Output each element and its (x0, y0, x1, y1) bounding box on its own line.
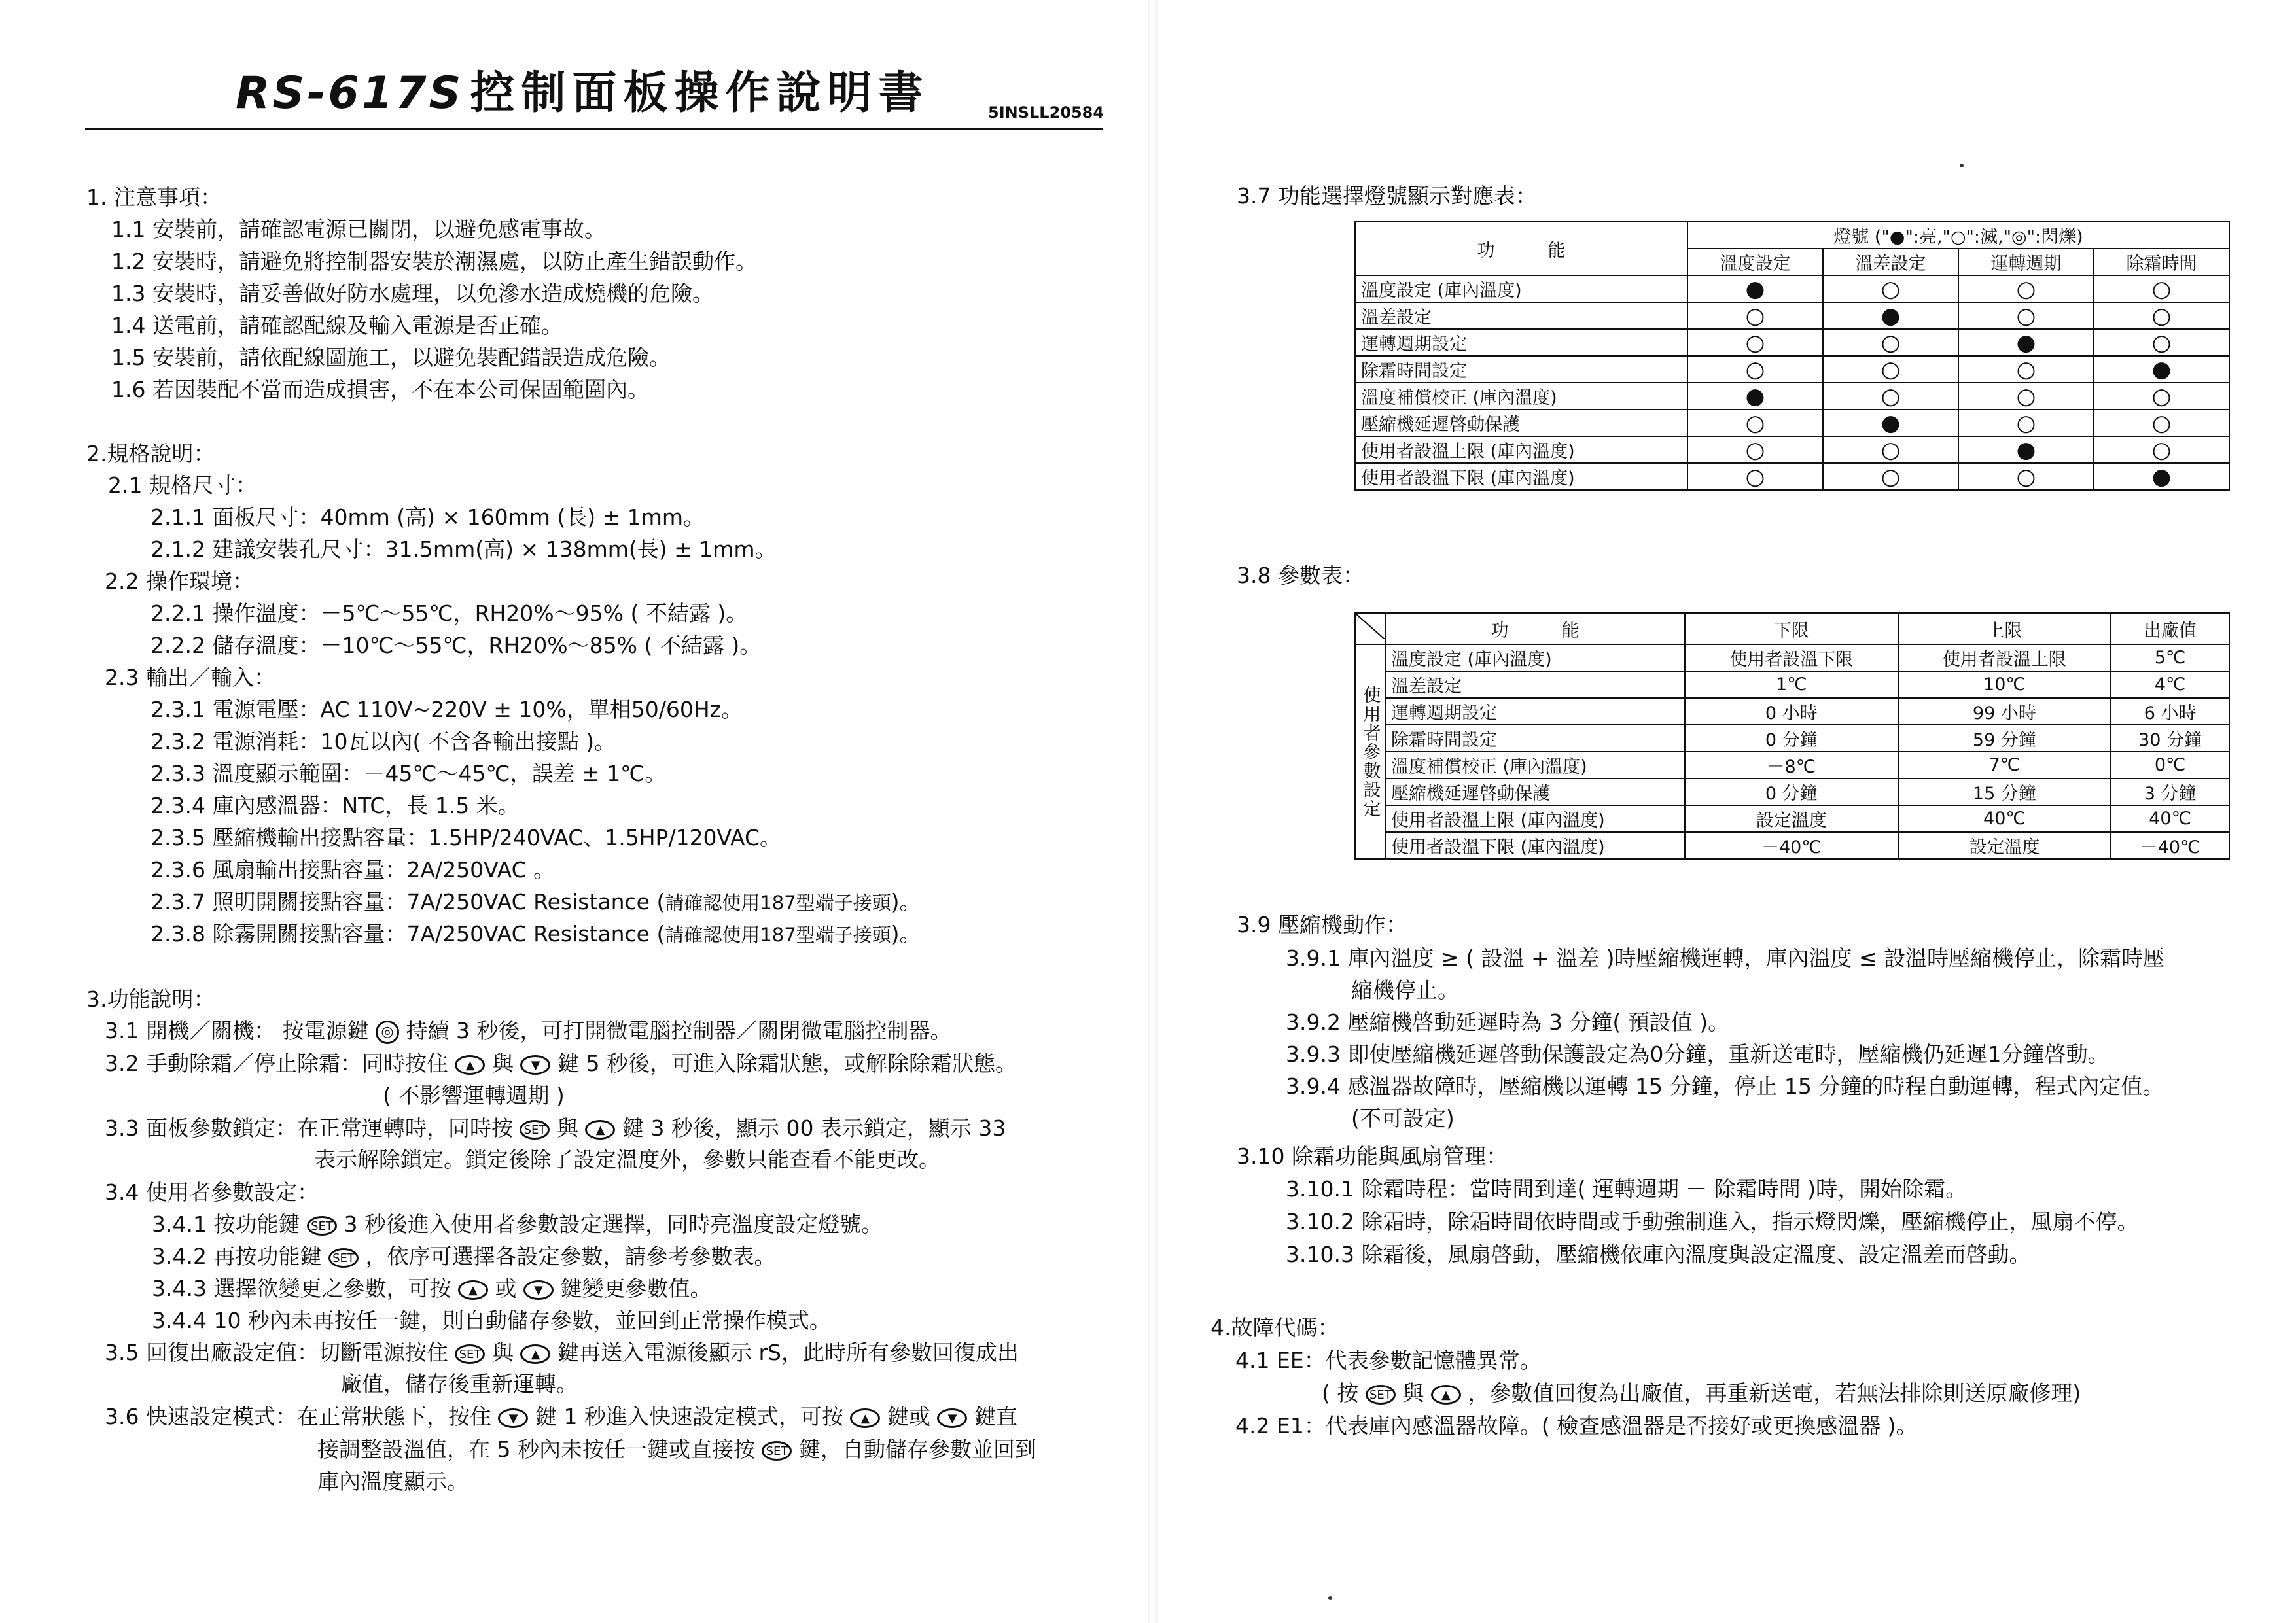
lamp-off-icon: ○ (1687, 463, 1823, 490)
lamp-off-icon: ○ (2094, 275, 2229, 302)
lamp-off-icon: ○ (1687, 329, 1823, 356)
param-row-label: 溫度補償校正 (庫內溫度) (1385, 752, 1685, 778)
lamp-off-icon: ○ (1687, 356, 1823, 383)
lamp-row-label: 使用者設溫上限 (庫內溫度) (1355, 436, 1687, 463)
param-cell: 99 小時 (1898, 698, 2111, 725)
section-3-7-heading: 3.7 功能選擇燈號顯示對應表： (1237, 183, 1537, 209)
title-underline (85, 128, 1103, 130)
func-3-3-cont: 表示解除鎖定。鎖定後除了設定溫度外，參數只能查看不能更改。 (314, 1147, 940, 1172)
lamp-off-icon: ○ (2094, 410, 2229, 436)
func-3-2: 3.2 手動除霜／停止除霜：同時按住 ▲ 與 ▼ 鍵 5 秒後，可進入除霜狀態，或解除除霜狀態。 (105, 1051, 1017, 1076)
parameter-table (1354, 612, 2230, 860)
defrost-3-10-1: 3.10.1 除霜時程：當時間到達( 運轉週期 － 除霜時間 )時，開始除霜。 (1286, 1176, 1968, 1202)
param-cell: 40℃ (2111, 805, 2229, 832)
func-3-4-2: 3.4.2 再按功能鍵 SET ，依序可選擇各設定參數，請參考參數表。 (152, 1244, 776, 1269)
func-3-6-cont: 接調整設溫值，在 5 秒內未按任一鍵或直接按 SET 鍵，自動儲存參數並回到 (317, 1437, 1036, 1462)
func-3-2-note: ( 不影響運轉週期 ) (383, 1083, 565, 1108)
param-cell: 6 小時 (2111, 698, 2229, 725)
fault-4-2: 4.2 E1：代表庫內感溫器故障。( 檢查感溫器是否接好或更換感溫器 )。 (1235, 1413, 1918, 1439)
lamp-col-header: 運轉週期 (1958, 249, 2094, 275)
param-row-label: 溫度設定 (庫內溫度) (1385, 644, 1685, 671)
spec-2-3-4: 2.3.4 庫內感溫器：NTC，長 1.5 米。 (150, 793, 520, 818)
lamp-off-icon: ○ (1823, 275, 1958, 302)
comp-3-9-1-cont: 縮機停止。 (1351, 977, 1459, 1003)
param-cell: －40℃ (1685, 832, 1898, 859)
param-table-row (1355, 725, 2229, 752)
section-3-9-heading: 3.9 壓縮機動作： (1237, 912, 1407, 937)
diagonal-line (1356, 614, 1385, 639)
spec-2-3-heading: 2.3 輸出／輸入： (105, 665, 275, 690)
param-cell: 使用者設溫上限 (1898, 644, 2111, 671)
param-cell: 40℃ (1898, 805, 2111, 832)
spec-2-2-1: 2.2.1 操作溫度：－5℃～55℃，RH20%～95% ( 不結露 )。 (150, 601, 748, 626)
func-3-5: 3.5 回復出廠設定值：切斷電源按住 SET 與 ▲ 鍵再送入電源後顯示 rS，此時所有參數回復成出 (105, 1340, 1019, 1365)
up-arrow-key-icon: ▲ (585, 1120, 615, 1140)
comp-3-9-4-cont: (不可設定) (1351, 1106, 1455, 1131)
lamp-row-label: 溫度補償校正 (庫內溫度) (1355, 383, 1687, 410)
spec-2-3-1: 2.3.1 電源電壓：AC 110V~220V ± 10%，單相50/60Hz。 (150, 697, 743, 722)
lamp-on-icon: ● (2094, 356, 2229, 383)
power-key-icon: ◎ (376, 1021, 399, 1044)
func-3-6-cont2: 庫內溫度顯示。 (317, 1469, 468, 1494)
lamp-off-icon: ○ (1958, 356, 2094, 383)
param-cell: 設定溫度 (1898, 832, 2111, 859)
param-row-label: 使用者設溫下限 (庫內溫度) (1385, 832, 1685, 859)
lamp-on-icon: ● (1823, 410, 1958, 436)
section-2-heading: 2.規格說明： (86, 441, 215, 466)
spec-2-2-2: 2.2.2 儲存溫度：－10℃～55℃，RH20%～85% ( 不結露 )。 (150, 633, 762, 658)
spec-2-3-6: 2.3.6 風扇輸出接點容量：2A/250VAC 。 (150, 857, 556, 882)
lamp-row-label: 溫度設定 (庫內溫度) (1355, 275, 1687, 302)
section-3-10-heading: 3.10 除霜功能與風扇管理： (1237, 1143, 1508, 1169)
param-table-row (1355, 698, 2229, 725)
spec-2-3-7-note: 請確認使用187型端子接頭 (665, 892, 891, 914)
lamp-off-icon: ○ (1687, 410, 1823, 436)
func-3-3: 3.3 面板參數鎖定：在正常運轉時，同時按 SET 與 ▲ 鍵 3 秒後，顯示 00 表示鎖定，顯示 33 (105, 1115, 1006, 1141)
param-side-label: 使用者參數設定 (1355, 644, 1385, 859)
lamp-off-icon: ○ (2094, 329, 2229, 356)
lamp-off-icon: ○ (1823, 436, 1958, 463)
down-arrow-key-icon: ▼ (520, 1055, 550, 1075)
lamp-off-icon: ○ (1687, 436, 1823, 463)
defrost-3-10-3: 3.10.3 除霜後，風扇啓動，壓縮機依庫內溫度與設定溫度、設定溫差而啓動。 (1286, 1242, 2031, 1267)
param-cell: 4℃ (2111, 671, 2229, 698)
lamp-off-icon: ○ (1958, 302, 2094, 329)
lamp-off-icon: ○ (1823, 463, 1958, 490)
defrost-3-10-2: 3.10.2 除霜時，除霜時間依時間或手動強制進入，指示燈閃爍，壓縮機停止，風扇不停。 (1286, 1209, 2139, 1234)
lamp-off-icon: ○ (2094, 383, 2229, 410)
note-1-2: 1.2 安裝時，請避免將控制器安裝於潮濕處，以防止產生錯誤動作。 (111, 249, 757, 274)
comp-3-9-4: 3.9.4 感溫器故障時，壓縮機以運轉 15 分鐘，停止 15 分鐘的時程自動運轉，程式內定值。 (1286, 1073, 2164, 1099)
param-row-label: 運轉週期設定 (1385, 698, 1685, 725)
lamp-on-icon: ● (1958, 329, 2094, 356)
lamp-on-icon: ● (1958, 436, 2094, 463)
func-3-4-3: 3.4.3 選擇欲變更之參數，可按 ▲ 或 ▼ 鍵變更參數值。 (152, 1276, 712, 1301)
param-col-header: 出廠值 (2111, 613, 2229, 644)
lamp-off-icon: ○ (1823, 383, 1958, 410)
param-cell: 5℃ (2111, 644, 2229, 671)
lamp-table-row (1355, 356, 2229, 383)
param-col-header: 下限 (1685, 613, 1898, 644)
section-4-heading: 4.故障代碼： (1210, 1315, 1339, 1340)
param-row-label: 除霜時間設定 (1385, 725, 1685, 752)
lamp-indicator-table (1354, 221, 2230, 491)
lamp-table-row (1355, 410, 2229, 436)
param-table-row (1355, 805, 2229, 832)
param-table-row (1355, 832, 2229, 859)
down-arrow-key-icon: ▼ (523, 1280, 554, 1300)
func-3-6: 3.6 快速設定模式：在正常狀態下，按住 ▼ 鍵 1 秒進入快速設定模式，可按 ▲ 鍵或 ▼ 鍵直 (105, 1404, 1017, 1429)
note-1-1: 1.1 安裝前，請確認電源已關閉，以避免感電事故。 (111, 217, 606, 242)
lamp-table-func-header: 功 能 (1355, 222, 1687, 275)
section-3-8-heading: 3.8 參數表： (1237, 563, 1364, 588)
spec-2-1-2: 2.1.2 建議安裝孔尺寸：31.5mm(高) × 138mm(長) ± 1mm。 (150, 536, 777, 562)
lamp-off-icon: ○ (1823, 329, 1958, 356)
lamp-off-icon: ○ (2094, 302, 2229, 329)
set-function-key-icon: SET (1366, 1385, 1396, 1405)
lamp-col-header: 溫度設定 (1687, 249, 1823, 275)
lamp-table-row (1355, 463, 2229, 490)
spec-2-3-2: 2.3.2 電源消耗：10瓦以內( 不含各輸出接點 )。 (150, 729, 616, 754)
scan-speck (1328, 1596, 1332, 1600)
param-cell: 3 分鐘 (2111, 778, 2229, 805)
up-arrow-key-icon: ▲ (458, 1280, 488, 1300)
fault-4-1: 4.1 EE：代表參數記憶體異常。 (1235, 1348, 1542, 1373)
lamp-off-icon: ○ (1958, 463, 2094, 490)
spec-2-3-8-note: 請確認使用187型端子接頭 (665, 924, 891, 946)
param-cell: 0 小時 (1685, 698, 1898, 725)
spec-2-1-heading: 2.1 規格尺寸： (108, 472, 257, 498)
title-text: 控制面板操作說明書 (470, 67, 930, 119)
param-table-row (1355, 671, 2229, 698)
param-cell: －8℃ (1685, 752, 1898, 778)
set-function-key-icon: SET (307, 1216, 337, 1236)
set-function-key-icon: SET (328, 1248, 359, 1268)
spec-2-3-8: 2.3.8 除霧開關接點容量：7A/250VAC Resistance (請確認使用187型端子接頭)。 (150, 921, 921, 947)
spec-2-1-1: 2.1.1 面板尺寸：40mm (高) × 160mm (長) ± 1mm。 (150, 504, 705, 530)
param-table-corner (1355, 613, 1385, 644)
spec-2-3-7: 2.3.7 照明開關接點容量：7A/250VAC Resistance (請確認使用187型端子接頭)。 (150, 889, 921, 915)
comp-3-9-3: 3.9.3 即使壓縮機延遲啓動保護設定為0分鐘，重新送電時，壓縮機仍延遲1分鐘啓動。 (1286, 1041, 2110, 1067)
param-row-label: 使用者設溫上限 (庫內溫度) (1385, 805, 1685, 832)
comp-3-9-2: 3.9.2 壓縮機啓動延遲時為 3 分鐘( 預設值 )。 (1286, 1009, 1730, 1035)
lamp-off-icon: ○ (1823, 356, 1958, 383)
scan-speck (1960, 164, 1964, 167)
down-arrow-key-icon: ▼ (498, 1408, 528, 1428)
lamp-table-row (1355, 383, 2229, 410)
param-table-row (1355, 778, 2229, 805)
lamp-on-icon: ● (1823, 302, 1958, 329)
down-arrow-key-icon: ▼ (937, 1408, 967, 1428)
param-col-header: 上限 (1898, 613, 2111, 644)
func-3-4-4: 3.4.4 10 秒內未再按任一鍵，則自動儲存參數，並回到正常操作模式。 (152, 1308, 831, 1333)
set-function-key-icon: SET (520, 1120, 550, 1140)
note-1-6: 1.6 若因裝配不當而造成損害，不在本公司保固範圍內。 (111, 377, 649, 402)
spec-2-2-heading: 2.2 操作環境： (105, 568, 254, 594)
param-row-label: 壓縮機延遲啓動保護 (1385, 778, 1685, 805)
set-function-key-icon: SET (762, 1441, 792, 1461)
lamp-table-row (1355, 436, 2229, 463)
param-cell: 使用者設溫下限 (1685, 644, 1898, 671)
lamp-table-body (1355, 275, 2229, 490)
lamp-on-icon: ● (2094, 463, 2229, 490)
lamp-table-row (1355, 329, 2229, 356)
func-3-5-cont: 廠值，儲存後重新運轉。 (340, 1371, 578, 1397)
param-cell: 15 分鐘 (1898, 778, 2111, 805)
lamp-col-header: 溫差設定 (1823, 249, 1958, 275)
lamp-off-icon: ○ (1958, 383, 2094, 410)
spec-2-3-5: 2.3.5 壓縮機輸出接點容量：1.5HP/240VAC、1.5HP/120VAC。 (150, 825, 782, 850)
note-1-3: 1.3 安裝時，請妥善做好防水處理，以免滲水造成燒機的危險。 (111, 281, 714, 306)
param-cell: 設定溫度 (1685, 805, 1898, 832)
param-cell: 30 分鐘 (2111, 725, 2229, 752)
param-cell: 0 分鐘 (1685, 778, 1898, 805)
right-page (1158, 0, 2296, 1623)
page-fold (1148, 0, 1158, 1623)
param-cell: 7℃ (1898, 752, 2111, 778)
param-row-label: 溫差設定 (1385, 671, 1685, 698)
lamp-row-label: 溫差設定 (1355, 302, 1687, 329)
note-1-5: 1.5 安裝前，請依配線圖施工，以避免裝配錯誤造成危險。 (111, 345, 671, 370)
param-table-row (1355, 644, 2229, 671)
param-table-body (1355, 644, 2229, 859)
param-cell: 1℃ (1685, 671, 1898, 698)
up-arrow-key-icon: ▲ (850, 1408, 880, 1428)
set-function-key-icon: SET (455, 1344, 485, 1364)
param-cell: 0℃ (2111, 752, 2229, 778)
lamp-row-label: 除霜時間設定 (1355, 356, 1687, 383)
func-3-4-1: 3.4.1 按功能鍵 SET 3 秒後進入使用者參數設定選擇，同時亮溫度設定燈號。 (152, 1212, 883, 1237)
section-3-heading: 3.功能說明： (86, 986, 215, 1012)
lamp-on-icon: ● (1687, 275, 1823, 302)
fault-4-1-note: ( 按 SET 與 ▲ ，參數值回復為出廠值，再重新送電，若無法排除則送原廠修理) (1322, 1380, 2081, 1406)
document-number: 5INSLL20584 (988, 103, 1104, 122)
func-3-1: 3.1 開機／關機： 按電源鍵 ◎ 持續 3 秒後，可打開微電腦控制器／關閉微電腦控制器。 (105, 1018, 952, 1043)
lamp-row-label: 運轉週期設定 (1355, 329, 1687, 356)
up-arrow-key-icon: ▲ (520, 1344, 550, 1364)
lamp-table-row (1355, 275, 2229, 302)
lamp-off-icon: ○ (1958, 410, 2094, 436)
lamp-on-icon: ● (1687, 383, 1823, 410)
lamp-table-lamp-header: 燈號 ("●":亮,"○":滅,"◎":閃爍) (1687, 222, 2229, 249)
lamp-off-icon: ○ (1687, 302, 1823, 329)
lamp-off-icon: ○ (2094, 436, 2229, 463)
document-title (236, 58, 930, 121)
spec-2-3-3: 2.3.3 溫度顯示範圍：－45℃～45℃，誤差 ± 1℃。 (150, 761, 667, 786)
func-3-4-heading: 3.4 使用者參數設定： (105, 1179, 319, 1205)
lamp-off-icon: ○ (1958, 275, 2094, 302)
lamp-row-label: 使用者設溫下限 (庫內溫度) (1355, 463, 1687, 490)
section-1-heading: 1. 注意事項： (86, 184, 222, 210)
lamp-col-header: 除霜時間 (2094, 249, 2229, 275)
note-1-4: 1.4 送電前，請確認配線及輸入電源是否正確。 (111, 313, 563, 338)
model-name: RS-617S (236, 67, 464, 119)
up-arrow-key-icon: ▲ (455, 1055, 485, 1075)
param-cell: －40℃ (2111, 832, 2229, 859)
param-cell: 10℃ (1898, 671, 2111, 698)
lamp-table-row (1355, 302, 2229, 329)
param-cell: 59 分鐘 (1898, 725, 2111, 752)
param-table-row (1355, 752, 2229, 778)
lamp-row-label: 壓縮機延遲啓動保護 (1355, 410, 1687, 436)
param-cell: 0 分鐘 (1685, 725, 1898, 752)
param-table-func-header: 功 能 (1385, 613, 1685, 644)
comp-3-9-1: 3.9.1 庫內溫度 ≥ ( 設溫 + 溫差 )時壓縮機運轉，庫內溫度 ≤ 設溫時壓縮機停止，除霜時壓 (1286, 945, 2165, 971)
up-arrow-key-icon: ▲ (1431, 1385, 1461, 1405)
